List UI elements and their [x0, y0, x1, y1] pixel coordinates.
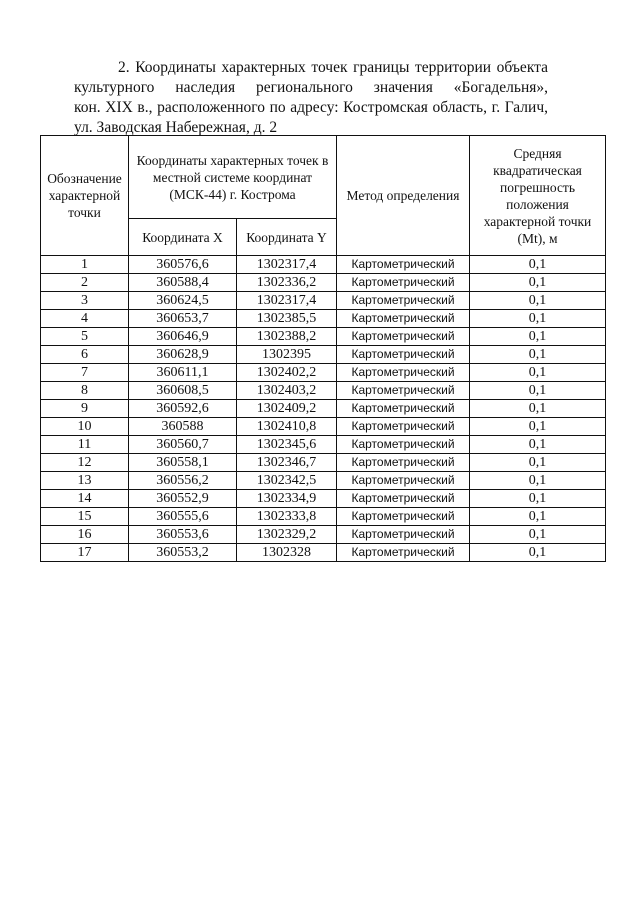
method-cell: Картометрический: [337, 454, 470, 472]
accuracy-cell: 0,1: [470, 436, 606, 454]
point-number-cell: 10: [41, 418, 129, 436]
point-number-cell: 3: [41, 292, 129, 310]
table-row: [41, 472, 606, 490]
coordinate-x-cell: 360558,1: [129, 454, 237, 472]
method-cell: Картометрический: [337, 436, 470, 454]
table-row: [41, 310, 606, 328]
coordinate-y-cell: 1302336,2: [237, 274, 337, 292]
coordinate-x-cell: 360555,6: [129, 508, 237, 526]
table-row: [41, 508, 606, 526]
point-number-cell: 6: [41, 346, 129, 364]
method-cell: Картометрический: [337, 490, 470, 508]
coordinate-x-cell: 360592,6: [129, 400, 237, 418]
coordinate-x-cell: 360560,7: [129, 436, 237, 454]
method-cell: Картометрический: [337, 508, 470, 526]
point-number-cell: 4: [41, 310, 129, 328]
accuracy-cell: 0,1: [470, 400, 606, 418]
heading-line-3: кон. XIX в., расположенного по адресу: Костромская область, г. Галич,: [74, 99, 548, 116]
heading-line-1: 2. Координаты характерных точек границы территории объекта: [118, 59, 548, 76]
coordinate-y-cell: 1302334,9: [237, 490, 337, 508]
header-coordinates-group: Координаты характерных точек в местной системе координат (МСК-44) г. Кострома: [129, 136, 337, 219]
point-number-cell: 14: [41, 490, 129, 508]
method-cell: Картометрический: [337, 292, 470, 310]
coordinate-y-cell: 1302317,4: [237, 292, 337, 310]
method-cell: Картометрический: [337, 310, 470, 328]
table-row: [41, 418, 606, 436]
heading-line-4: ул. Заводская Набережная, д. 2: [74, 119, 278, 136]
table-row: [41, 490, 606, 508]
method-cell: Картометрический: [337, 274, 470, 292]
method-cell: Картометрический: [337, 472, 470, 490]
table-row: [41, 436, 606, 454]
coordinate-y-cell: 1302409,2: [237, 400, 337, 418]
header-coordinate-y: Координата Y: [237, 219, 337, 256]
point-number-cell: 7: [41, 364, 129, 382]
table-row: [41, 526, 606, 544]
section-heading: [74, 58, 548, 138]
coordinate-y-cell: 1302388,2: [237, 328, 337, 346]
coordinate-x-cell: 360646,9: [129, 328, 237, 346]
table-row: [41, 382, 606, 400]
method-cell: Картометрический: [337, 382, 470, 400]
header-coordinate-x: Координата X: [129, 219, 237, 256]
accuracy-cell: 0,1: [470, 490, 606, 508]
point-number-cell: 12: [41, 454, 129, 472]
method-cell: Картометрический: [337, 328, 470, 346]
method-cell: Картометрический: [337, 346, 470, 364]
coordinate-x-cell: 360588: [129, 418, 237, 436]
coordinate-y-cell: 1302346,7: [237, 454, 337, 472]
method-cell: Картометрический: [337, 400, 470, 418]
coordinate-x-cell: 360553,2: [129, 544, 237, 562]
accuracy-cell: 0,1: [470, 274, 606, 292]
coordinate-y-cell: 1302403,2: [237, 382, 337, 400]
point-number-cell: 15: [41, 508, 129, 526]
point-number-cell: 1: [41, 256, 129, 274]
table-body: [41, 256, 606, 562]
point-number-cell: 13: [41, 472, 129, 490]
accuracy-cell: 0,1: [470, 310, 606, 328]
accuracy-cell: 0,1: [470, 544, 606, 562]
coordinate-y-cell: 1302317,4: [237, 256, 337, 274]
table-row: [41, 256, 606, 274]
coordinate-y-cell: 1302402,2: [237, 364, 337, 382]
point-number-cell: 9: [41, 400, 129, 418]
header-method: Метод определения: [337, 136, 470, 256]
point-number-cell: 17: [41, 544, 129, 562]
heading-line-2: культурного наследия регионального значения «Богадельня»,: [74, 79, 548, 96]
coordinate-x-cell: 360611,1: [129, 364, 237, 382]
coordinate-x-cell: 360556,2: [129, 472, 237, 490]
method-cell: Картометрический: [337, 256, 470, 274]
accuracy-cell: 0,1: [470, 292, 606, 310]
coordinate-x-cell: 360653,7: [129, 310, 237, 328]
table-row: [41, 328, 606, 346]
method-cell: Картометрический: [337, 364, 470, 382]
coordinate-y-cell: 1302333,8: [237, 508, 337, 526]
header-point-designation: Обозначение характерной точки: [41, 136, 129, 256]
accuracy-cell: 0,1: [470, 382, 606, 400]
table-row: [41, 274, 606, 292]
coordinate-y-cell: 1302329,2: [237, 526, 337, 544]
coordinate-x-cell: 360624,5: [129, 292, 237, 310]
coordinate-x-cell: 360552,9: [129, 490, 237, 508]
accuracy-cell: 0,1: [470, 418, 606, 436]
method-cell: Картометрический: [337, 544, 470, 562]
coordinate-x-cell: 360553,6: [129, 526, 237, 544]
table-row: [41, 544, 606, 562]
coordinate-y-cell: 1302345,6: [237, 436, 337, 454]
method-cell: Картометрический: [337, 418, 470, 436]
table-row: [41, 292, 606, 310]
accuracy-cell: 0,1: [470, 346, 606, 364]
accuracy-cell: 0,1: [470, 328, 606, 346]
point-number-cell: 2: [41, 274, 129, 292]
coordinate-x-cell: 360608,5: [129, 382, 237, 400]
coordinate-y-cell: 1302395: [237, 346, 337, 364]
accuracy-cell: 0,1: [470, 364, 606, 382]
coordinate-x-cell: 360628,9: [129, 346, 237, 364]
accuracy-cell: 0,1: [470, 508, 606, 526]
coordinate-y-cell: 1302342,5: [237, 472, 337, 490]
accuracy-cell: 0,1: [470, 454, 606, 472]
table-row: [41, 364, 606, 382]
accuracy-cell: 0,1: [470, 256, 606, 274]
point-number-cell: 11: [41, 436, 129, 454]
accuracy-cell: 0,1: [470, 526, 606, 544]
coordinate-y-cell: 1302385,5: [237, 310, 337, 328]
coordinates-table: [40, 135, 606, 562]
accuracy-cell: 0,1: [470, 472, 606, 490]
header-accuracy: Средняя квадратическая погрешность положения характерной точки (Mt), м: [470, 136, 606, 256]
point-number-cell: 8: [41, 382, 129, 400]
table-row: [41, 454, 606, 472]
point-number-cell: 16: [41, 526, 129, 544]
coordinate-y-cell: 1302410,8: [237, 418, 337, 436]
coordinate-x-cell: 360588,4: [129, 274, 237, 292]
table-row: [41, 346, 606, 364]
point-number-cell: 5: [41, 328, 129, 346]
coordinate-y-cell: 1302328: [237, 544, 337, 562]
method-cell: Картометрический: [337, 526, 470, 544]
table-row: [41, 400, 606, 418]
coordinate-x-cell: 360576,6: [129, 256, 237, 274]
